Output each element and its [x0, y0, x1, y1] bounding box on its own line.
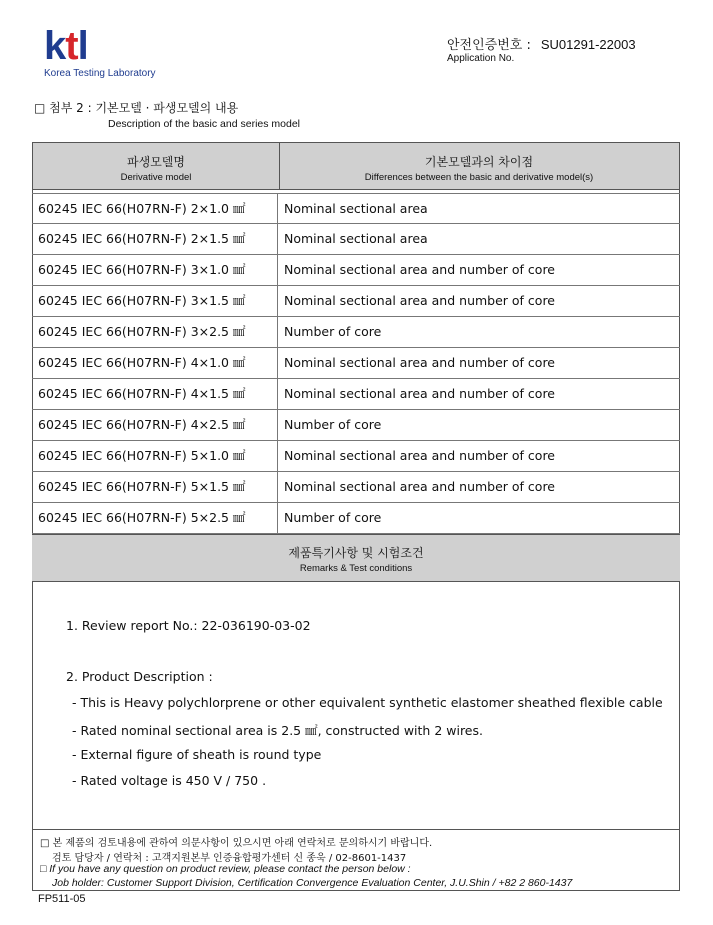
model-cell: 60245 IEC 66(H07RN-F) 3×1.5 ㎟ — [32, 286, 278, 316]
diff-cell: Number of core — [284, 510, 382, 525]
diff-cell: Nominal sectional area — [284, 201, 428, 216]
review-report-line: 1. Review report No.: 22-036190-03-02 — [66, 618, 311, 633]
diff-cell: Number of core — [284, 324, 382, 339]
model-cell: 60245 IEC 66(H07RN-F) 5×1.0 ㎟ — [32, 441, 278, 471]
logo-mark — [44, 26, 174, 66]
model-cell: 60245 IEC 66(H07RN-F) 4×1.0 ㎟ — [32, 348, 278, 378]
diff-cell: Nominal sectional area and number of core — [284, 262, 555, 277]
model-cell: 60245 IEC 66(H07RN-F) 4×2.5 ㎟ — [32, 410, 278, 440]
form-number: FP511-05 — [38, 893, 86, 905]
diff-cell: Nominal sectional area and number of core — [284, 355, 555, 370]
model-cell: 60245 IEC 66(H07RN-F) 3×2.5 ㎟ — [32, 317, 278, 347]
table-row — [32, 193, 680, 224]
application-number — [447, 34, 636, 64]
table-row — [32, 348, 680, 379]
logo-letter-t: t — [65, 24, 78, 68]
table-row — [32, 286, 680, 317]
header-differences — [279, 143, 679, 189]
model-cell: 60245 IEC 66(H07RN-F) 2×1.5 ㎟ — [32, 224, 278, 254]
diff-cell: Number of core — [284, 417, 382, 432]
table-row — [32, 472, 680, 503]
section-title: □ 첨부 2 : 기본모델 · 파생모델의 내용 — [34, 101, 239, 115]
diff-cell: Nominal sectional area and number of core — [284, 293, 555, 308]
logo-letter-l: l — [77, 24, 88, 68]
footer-ko-line1: □ 본 제품의 검토내용에 관하여 의문사항이 있으시면 아래 연락처로 문의하시기 바랍니다. — [40, 838, 433, 849]
footer-ko-line2: 검토 담당자 / 연락처 : 고객지원본부 인증융합평가센터 신 종욱 / 02-8601-1437 — [52, 853, 407, 864]
diff-cell: Nominal sectional area — [284, 231, 428, 246]
table-row — [32, 441, 680, 472]
footer-en-line2: Job holder: Customer Support Division, Certification Convergence Evaluation Center, J.U.Shin / +82 2 860-1437 — [52, 877, 573, 889]
model-cell: 60245 IEC 66(H07RN-F) 5×2.5 ㎟ — [32, 503, 278, 533]
description-line: - Rated voltage is 450 V / 750 . — [72, 773, 267, 788]
product-description-heading: 2. Product Description : — [66, 669, 213, 684]
logo-letter-k: k — [44, 24, 66, 68]
table-row — [32, 379, 680, 410]
diff-cell: Nominal sectional area and number of core — [284, 479, 555, 494]
table-row — [32, 503, 680, 534]
table-row — [32, 410, 680, 441]
application-label-en: Application No. — [447, 53, 515, 64]
footer-en-line1: □ If you have any question on product review, please contact the person below : — [40, 863, 411, 875]
header-col1-ko: 파생모델명 — [127, 155, 185, 169]
header-col2-ko: 기본모델과의 차이점 — [424, 155, 534, 169]
table-row — [32, 317, 680, 348]
model-table — [32, 193, 680, 534]
header-col1-en: Derivative model — [120, 172, 192, 183]
model-cell: 60245 IEC 66(H07RN-F) 3×1.0 ㎟ — [32, 255, 278, 285]
remarks-header-ko: 제품특기사항 및 시험조건 — [288, 546, 424, 560]
section-subtitle: Description of the basic and series model — [108, 118, 301, 130]
remarks-header — [32, 534, 680, 582]
remarks-header-en: Remarks & Test conditions — [299, 563, 413, 574]
header-col2-en: Differences between the basic and derivative model(s) — [364, 172, 594, 183]
description-line: - Rated nominal sectional area is 2.5 ㎟, constructed with 2 wires. — [72, 723, 483, 738]
ktl-logo — [44, 26, 174, 82]
diff-cell: Nominal sectional area and number of core — [284, 448, 555, 463]
header-derivative-model — [33, 143, 280, 189]
logo-subtitle: Korea Testing Laboratory — [44, 68, 156, 79]
description-line: - This is Heavy polychlorprene or other equivalent synthetic elastomer sheathed flexible cable — [72, 695, 663, 710]
application-label-ko: 안전인증번호 : — [447, 38, 531, 53]
contact-footer — [32, 829, 680, 891]
diff-cell: Nominal sectional area and number of core — [284, 386, 555, 401]
table-row — [32, 255, 680, 286]
table-header — [32, 142, 680, 190]
model-cell: 60245 IEC 66(H07RN-F) 4×1.5 ㎟ — [32, 379, 278, 409]
description-line: - External figure of sheath is round type — [72, 747, 322, 762]
table-row — [32, 224, 680, 255]
application-value: SU01291-22003 — [540, 37, 636, 52]
model-cell: 60245 IEC 66(H07RN-F) 5×1.5 ㎟ — [32, 472, 278, 502]
model-cell: 60245 IEC 66(H07RN-F) 2×1.0 ㎟ — [32, 194, 278, 224]
